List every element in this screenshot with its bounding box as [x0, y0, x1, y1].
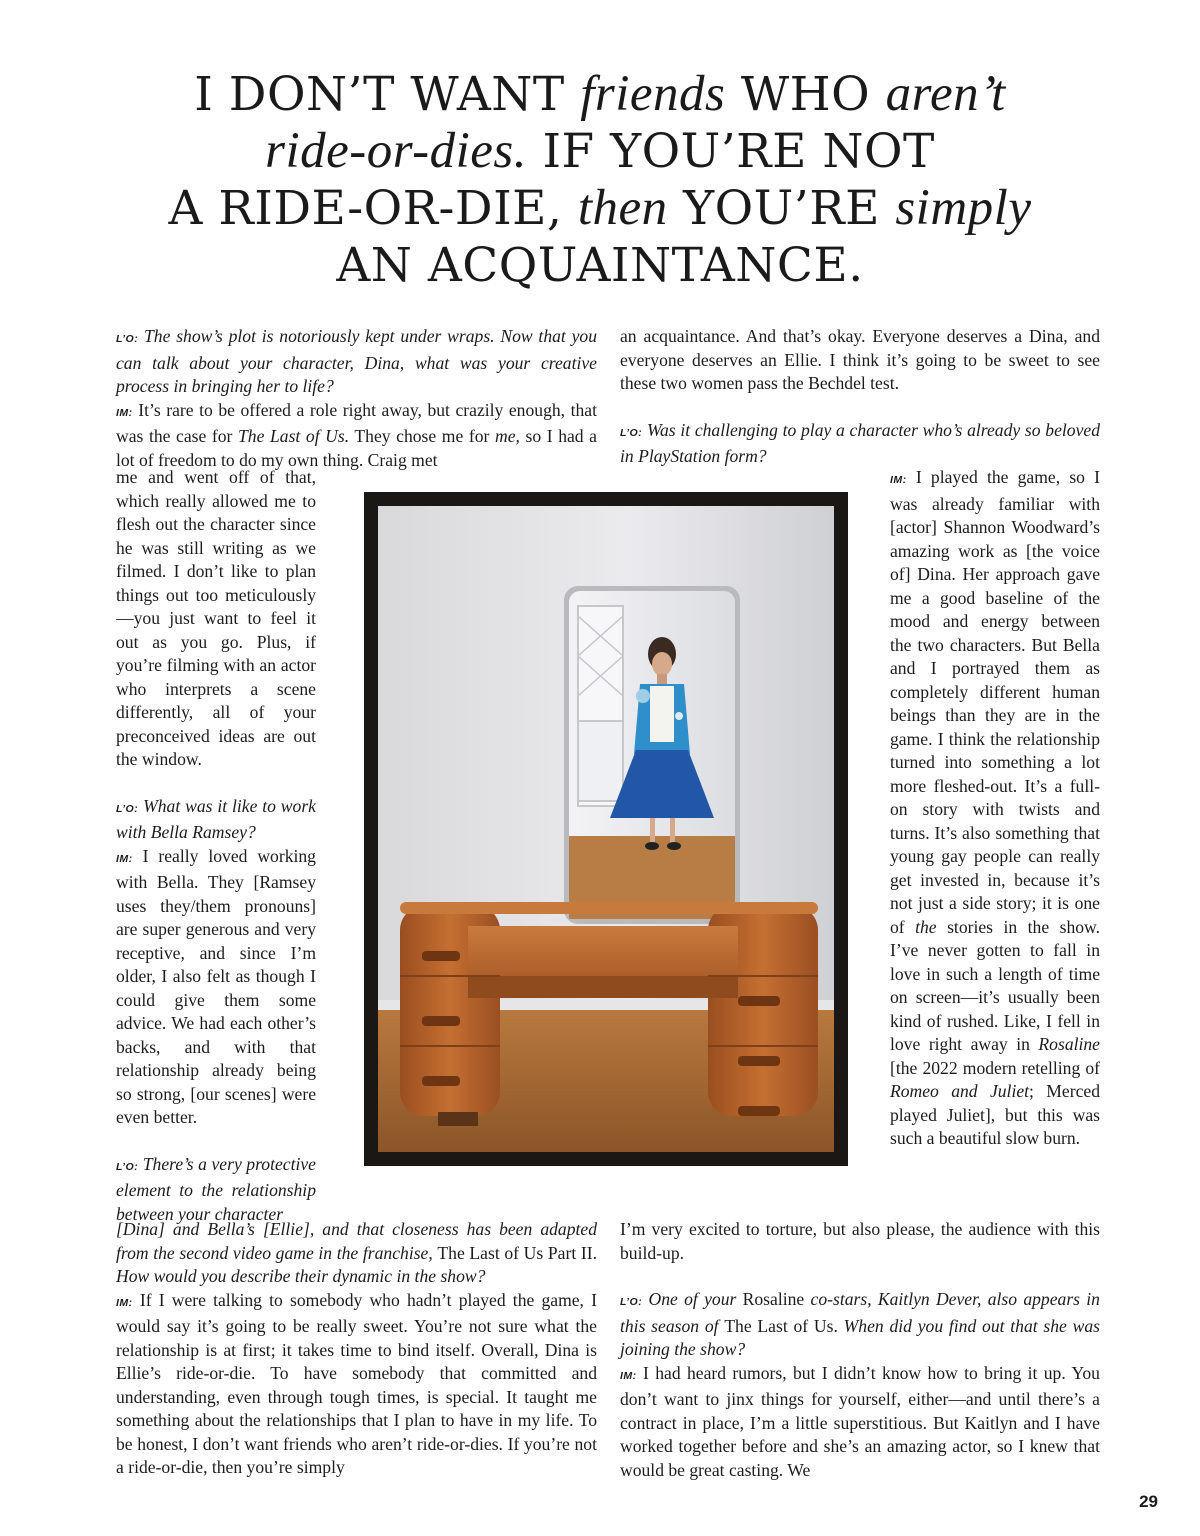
headline-line-4: AN ACQUAINTANCE.: [336, 238, 864, 293]
column-2-bottom: [620, 1218, 1100, 1482]
answer-1: IM: It’s rare to be offered a role right away, but crazily enough, that was the case for The Last of Us. They chose me for me, so I had a lot of freedom to do my own thing. Craig met: [116, 399, 597, 470]
column-2-top: [620, 325, 1100, 469]
question-1: L’O: The show’s plot is notoriously kept under wraps. Now that you can talk about your character, Dina, what was your creative process in bringing her to life?: [116, 326, 597, 396]
interviewee-label: IM:: [116, 406, 133, 419]
vanity-mirror-photo: [378, 506, 834, 1152]
answer-3-continued: an acquaintance. And that’s okay. Everyone deserves a Dina, and everyone deserves an Ellie. I think it’s going to be sweet to see these two women pass the Bechdel test.: [620, 326, 1100, 393]
column-2-narrow: [890, 466, 1100, 1151]
headline-line-2: ride-or-dies. IF YOU’RE NOT: [265, 123, 935, 179]
headline-line-1: I DON’T WANT friends WHO aren’t: [194, 66, 1006, 122]
answer-4-continued: I’m very excited to torture, but also please, the audience with this build-up.: [620, 1219, 1100, 1263]
headline-line-3: A RIDE-OR-DIE, then YOU’RE simply: [168, 180, 1032, 236]
answer-5: IM: I had heard rumors, but I didn’t know how to bring it up. You don’t want to jinx things for yourself, either—and until there’s a contract in place, I’m a little superstitious. But Kaitlyn and I have worked together before and she’s an amazing actor, so I knew that would be great casting. We: [620, 1362, 1100, 1480]
answer-2: IM: I really loved working with Bella. They [Ramsey uses they/them pronouns] are super generous and very receptive, and since I’m older, I also felt as though I could give them some advice. We had each other’s backs, and with that relationship already being so strong, [our scenes] were even better.: [116, 845, 316, 1127]
question-5: L’O: One of your Rosaline co-stars, Kaitlyn Dever, also appears in this season of The Last of Us. When did you find out that she was joining the show?: [620, 1289, 1101, 1359]
question-3-start: L’O: There’s a very protective element to the relationship between your character: [116, 1153, 316, 1224]
interviewer-label: L’O:: [116, 333, 139, 345]
feature-photo: [364, 492, 848, 1166]
column-1-narrow: [116, 466, 316, 1226]
question-4: L’O: Was it challenging to play a character who’s already so beloved in PlayStation form?: [620, 419, 1100, 466]
column-1-bottom: [116, 1218, 597, 1480]
question-3-continued: [Dina] and Bella’s [Ellie], and that closeness has been adapted from the second video game in the franchise, The Last of Us Part II. How would you describe their dynamic in the show?: [116, 1219, 597, 1286]
answer-3: IM: If I were talking to somebody who hadn’t played the game, I would say it’s going to be really sweet. You’re not sure what the relationship is at first; it takes time to bind itself. Overall, Dina is Ellie’s ride-or-die. To have somebody that committed and understanding, even through tough times, is special. It taught me something about the relationships that I plan to have in my life. To be honest, I don’t want friends who aren’t ride-or-dies. If you’re not a ride-or-die, then you’re simply: [116, 1289, 597, 1477]
pull-quote-headline: [100, 66, 1100, 294]
column-1-top: [116, 325, 597, 472]
question-2: L’O: What was it like to work with Bella Ramsey?: [116, 795, 316, 842]
answer-1-continued: me and went off of that, which really allowed me to flesh out the character since he was still writing as we filmed. I don’t like to plan things out too meticulously—you just want to feel it out as you go. Plus, if you’re filming with an actor who interprets a scene differently, all of your preconceived ideas are out the window.: [116, 467, 316, 769]
page-number: 29: [1139, 1492, 1158, 1511]
answer-4: IM: I played the game, so I was already familiar with [actor] Shannon Woodward’s amazing work as [the voice of] Dina. Her approach gave me a good baseline of the mood and energy between the two characters. But Bella and I portrayed them as completely different human beings than they are in the game. I think the relationship turned into something a lot more fleshed-out. It’s a full-on story with twists and turns. It’s also something that young gay people can really get invested in, because it’s not just a side story; it is one of the stories in the show. I’ve never gotten to fall in love in such a length of time on screen—it’s usually been kind of rushed. Like, I fell in love right away in Rosaline [the 2022 modern retelling of Romeo and Juliet; Merced played Juliet], but this was such a beautiful slow burn.: [890, 467, 1100, 1148]
